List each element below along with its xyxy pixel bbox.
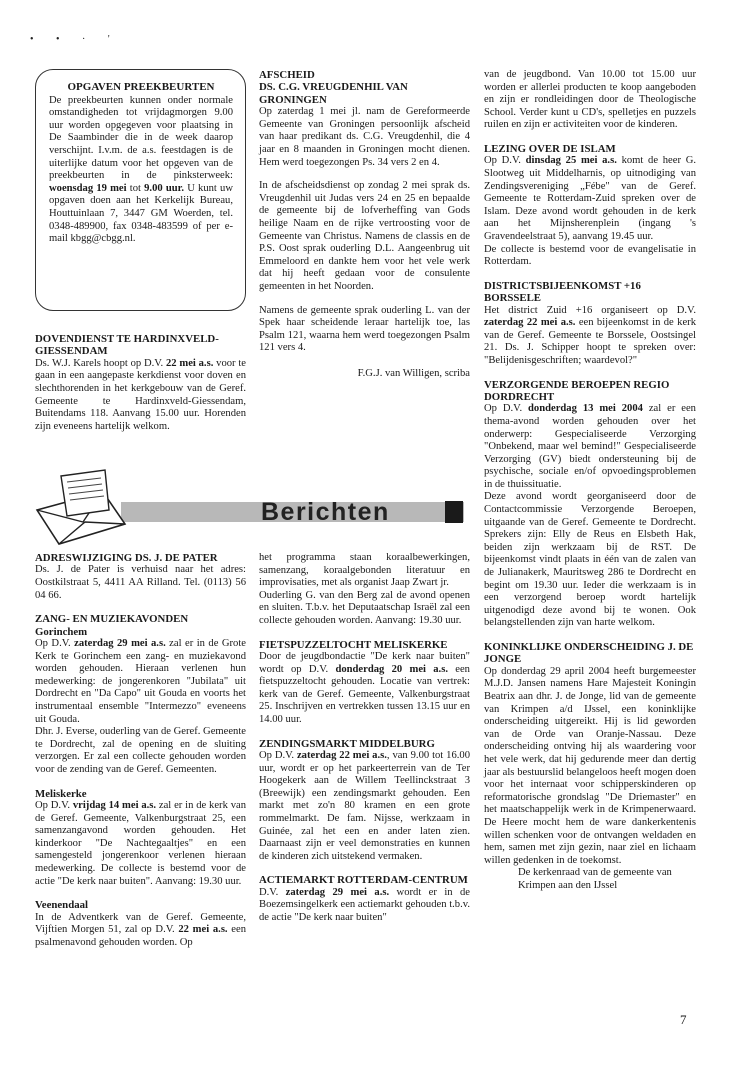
zendingsmarkt-heading: ZENDINGSMARKT MIDDELBURG [259,737,435,750]
right-column [484,69,696,893]
preekbeurten-box [35,69,246,311]
zendingsmarkt-text: Op D.V. zaterdag 22 mei a.s., van 9.00 tot 16.00 uur, wordt er op het parkeerterrein van de Ter Hoogekerk aan de Willem Teellinckstraat 3 (Breewijk) een zendingsmarkt gehouden. Een markt met zo'n 80 kramen en een grote rommelmarkt. De fam. Nijsse, werkzaam in Guinée, zal het een en ander laten zien. Daarnaast zijn er veel demonstraties en kunnen de kinderen zich uitstekend vermaken. [259,749,470,862]
verzorgende-heading: VERZORGENDE BEROEPEN REGIO DORDRECHT [484,378,670,403]
bottom-middle-column [259,552,470,924]
koraal-text2: Ouderling G. van den Berg zal de avond openen en sluiten. T.b.v. het Deputaatschap Israël zal een collecte gehouden worden. Aanvang: 19.30 uur. [259,589,470,626]
zendingsmarkt-article [259,738,470,864]
veenendaal-text: In de Adventkerk van de Geref. Gemeente, Vijftien Morgen 51, zal op D.V. 22 mei a.s. een psalmenavond gehouden worden. Op [35,911,247,948]
islam-article [484,143,696,269]
adreswijziging-heading: ADRESWIJZIGING DS. J. DE PATER [35,552,218,564]
zang-heading: ZANG- EN MUZIEKAVONDEN [35,613,189,626]
afscheid-para3: Namens de gemeente sprak ouderling L. van der Spek haar scheidende leraar hartelijk toe, las Psalm 121, waarna hem werd toegezongen Psalm 121 vers 4. [259,304,470,354]
banner-title: Berichten [261,498,390,526]
bottom-left-column [35,552,246,949]
gorinchem-text: Op D.V. zaterdag 29 mei a.s. zal er in de Grote Kerk te Gorinchem een zang- en muziekavond worden gehouden. Hieraan verlenen hun medewerking: de jongerenkoren "Jubilata" uit Dordrecht en "Da Capo" uit Gouda en voorts het instrumentaal ensemble "Intermezzo" eveneens uit Gouda. [35,638,246,725]
dovendienst-text: Ds. W.J. Karels hoopt op D.V. 22 mei a.s. voor te gaan in een aangepaste kerkdienst voor doven en slechthorenden in het kerkgebouw van de Geref. Gemeente te Hardinxveld-Giessendam, Buitendams 118. Aanvang 15.00 uur. Horenden zijn eveneens hartelijk welkom. [35,357,246,432]
adreswijziging-text: Ds. J. de Pater is verhuisd naar het adres: Oostkilstraat 5, 4411 AA Rilland. Tel. (0113) 56 04 66. [35,564,246,601]
fietspuzzel-heading: FIETSPUZZELTOCHT MELISKERKE [259,638,448,651]
borssele-heading: DISTRICTSBIJEENKOMST +16 BORSSELE [484,279,641,305]
header-marks: • • · ' [30,34,120,45]
fietspuzzel-text: Door de jeugdbondactie "De kerk naar buiten" wordt op D.V. donderdag 20 mei a.s. een fietspuzzeltocht gehouden. Locatie van vertrek: kerk van de Geref. Gemeente, Valkenburgstraat 25. Inschrijven en vertrekken tussen 13.15 uur en 14.00 uur. [259,650,470,725]
page-number: 7 [680,1012,687,1027]
envelope-letter-icon [33,466,143,546]
borssele-article [484,280,696,368]
afscheid-article [259,69,470,381]
meliskerke-text: Op D.V. vrijdag 14 mei a.s. zal er in de kerk van de Geref. Gemeente, Valkenburgstraat 25, een samenzangavond worden gehouden. Het kinderkoor "De Nachtegaaltjes" en een samengesteld jongerenkoor verlenen hieraan medewerking. De collecte is bestemd voor de actie "De kerk naar buiten". Aanvang: 19.30 uur. [35,799,246,887]
adreswijziging-article [35,552,246,602]
koraal-text: het programma staan koraalbewerkingen, samenzang, koraalgebonden literatuur en improvisaties, met als organist Jaap Zwart jr. [259,552,470,589]
verzorgende-article [484,379,696,631]
onderscheiding-text: Op donderdag 29 april 2004 heeft burgemeester M.J.D. Jansen namens Hare Majesteit Koningin Beatrix aan dhr. J. de Jonge, lid van de gemeente van Krimpen a/d IJssel, een koninklijke onderscheiding uitgereikt. Hij is lid geworden van de Orde van Oranje-Nassau. Deze onderscheiding ontving hij als waardering voor het vele werk, dat hij gedurende meer dan dertig jaar als bestuurslid belangeloos heeft mogen doen voor het internaat voor schipperskinderen op reformatorische grondslag "De Driemaster" en het maatschappelijk werk in de Krimpenerwaard. De Heere mocht hem de ware dankerkentenis willen schenken voor de ontvangen weldaden en hem, samen met zijn gezin, naar ziel en lichaam willen gedenken in de toekomst. [484,665,696,866]
dovendienst-heading: DOVENDIENST TE HARDINXVELD-GIESSENDAM [35,333,219,358]
box-title: OPGAVEN PREEKBEURTEN [67,81,215,93]
onderscheiding-heading: KONINKLIJKE ONDERSCHEIDING J. DE JONGE [484,641,694,666]
onderscheiding-signature: De kerkenraad van de gemeente van Krimpen aan den IJssel [518,867,672,891]
actiemarkt-article [259,874,470,924]
afscheid-para2: In de afscheidsdienst op zondag 2 mei sprak ds. Vreugdenhil uit Judas vers 24 en 25 en bepaalde de gemeente bij de lofverheffing van Gods heilige Naam en de rijke vertroosting voor de Gemeente van Christus. Namens de classis en de P.S. Oost sprak ouderling D.L. Aangeenbrug uit Emmeloord en dankte hem voor het vele werk dat hij heeft gedaan voor de consulente gemeenten in het Noorden. [259,180,470,292]
borssele-text: Het district Zuid +16 organiseert op D.V. zaterdag 22 mei a.s. een bijeenkomst in de kerk van de Geref. Gemeente te Borssele, Oostsingel 21. Ds. J. Schipper hoopt te spreken over: "Belijdenisgeschriften; waardevol?" [484,304,696,366]
afscheid-heading: AFSCHEID [259,69,315,81]
afscheid-para1: Op zaterdag 1 mei jl. nam de Gereformeerde Gemeente van Groningen persoonlijk afscheid van haar predikant ds. C.G. Vreugdenhil, die 4 jaar en 8 maanden in Groningen mocht dienen. Hem werd toegezongen Ps. 34 vers 2 en 4. [259,106,470,168]
afscheid-subheading: DS. C.G. VREUGDENHIL VAN GRONINGEN [259,81,408,106]
fietspuzzel-article [259,639,470,727]
gorinchem-text2: Dhr. J. Everse, ouderling van de Geref. Gemeente te Dordrecht, zal de opening en de sluiting verzorgen. Er zal een collecte gehouden worden voor de zending van de Geref. Gemeenten. [35,726,246,775]
banner-dark-block [445,501,463,523]
berichten-banner [33,466,453,546]
islam-heading: LEZING OVER DE ISLAM [484,142,616,155]
afscheid-signature: F.G.J. van Willigen, scriba [357,367,470,379]
actiemarkt-heading: ACTIEMARKT ROTTERDAM-CENTRUM [259,874,468,887]
islam-text: Op D.V. dinsdag 25 mei a.s. komt de heer G. Slootweg uit Middelharnis, op uitnodiging van Zendingsvereniging „Fébe" van de Geref. Gemeente te Rotterdam-Zuid spreken over de Islam. Deze avond wordt gehouden in de kerk aan het Mijnsherenplein (ingang 's Gravendeelstraat 5), aanvang 19.45 uur. [484,155,696,242]
box-text: De preekbeurten kunnen onder normale omstandigheden tot vrijdagmorgen 9.00 uur worden opgegeven voor plaatsing in De Saambinder die in de week daarop verschijnt. I.v.m. de a.s. feestdagen is de uiterlijke datum voor het opgeven van de preekbeurten in de pinksterweek: woensdag 19 mei tot 9.00 uur. U kunt uw opgaven doen aan het Kerkelijk Bureau, Houttuinlaan 7, 3447 GM Woerden, tel. 0348-489900, fax 0348-483599 of per e-mail kbgg@cbgg.nl. [49,94,233,245]
zang-sub-veenendaal: Veenendaal [35,899,88,912]
islam-collecte: De collecte is bestemd voor de evangelisatie in Rotterdam. [484,243,696,268]
zang-sub-meliskerke: Meliskerke [35,787,87,800]
zang-sub-gorinchem: Gorinchem [35,625,88,638]
verzorgende-text2: Deze avond wordt georganiseerd door de Contactcommissie Verzorgende Beroepen, uitgaande van de Geref. Gemeente te Dordrecht. Sprekers zijn: Elly de Reus en Elsbeth Hak, beiden zijn werkzaam bij de RST. De bijeenkomst vindt plaats in één van de zalen van de Julianakerk, Mauritsweg 286 te Dordrecht en begint om 19.30 uur. Ieder die werkzaam is in een verzorgend beroep wordt hartelijk uitgenodigd deze avond bij te wonen. Ook belangstellenden zijn van harte welkom. [484,491,696,629]
actiemarkt-text: D.V. zaterdag 29 mei a.s. wordt er in de Boezemsingelkerk een actiemarkt gehouden t.b.v. de actie "De kerk naar buiten" [259,886,470,923]
verzorgende-text: Op D.V. donderdag 13 mei 2004 zal er een thema-avond worden gehouden over het onderwerp: Gespecialiseerde Verzorging "Onbekend, maar wel bemind!" Gespecialiseerde Verzorging (GV) biedt ondersteuning bij de psychische, sociale en/of opvoedingsproblemen in de thuissituatie. [484,403,696,490]
jeugdbond-text: van de jeugdbond. Van 10.00 tot 15.00 uur worden er allerlei producten te koop aangeboden en zijn er rondleidingen door de Theologische School. Verder kunt u CD's, spelletjes en puzzels ruilen en zijn er activiteiten voor de kinderen. [484,69,696,131]
onderscheiding-article [484,641,696,893]
dovendienst-article [35,333,246,433]
